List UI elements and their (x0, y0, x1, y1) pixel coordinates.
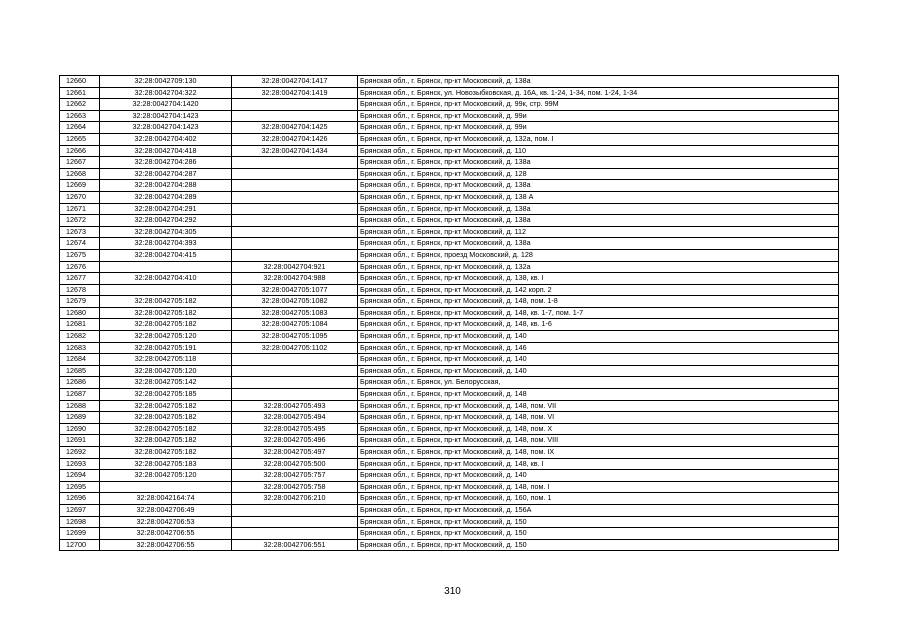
object-number-cell: 32:28:0042704:921 (232, 261, 358, 273)
address-cell: Брянская обл., г. Брянск, пр-кт Московский, д. 138а (358, 215, 839, 227)
row-number-cell: 12686 (60, 377, 100, 389)
table-row (60, 365, 839, 377)
table-row (60, 435, 839, 447)
address-cell: Брянская обл., г. Брянск, пр-кт Московский, д. 110 (358, 145, 839, 157)
cadastral-number-cell: 32:28:0042704:289 (100, 191, 232, 203)
row-number-cell: 12688 (60, 400, 100, 412)
cadastral-number-cell: 32:28:0042704:1423 (100, 110, 232, 122)
row-number-cell: 12678 (60, 284, 100, 296)
row-number-cell: 12666 (60, 145, 100, 157)
address-cell: Брянская обл., г. Брянск, пр-кт Московский, д. 150 (358, 528, 839, 540)
table-row (60, 342, 839, 354)
row-number-cell: 12665 (60, 133, 100, 145)
address-cell: Брянская обл., г. Брянск, пр-кт Московский, д. 148, кв. 1-7, пом. 1-7 (358, 307, 839, 319)
row-number-cell: 12660 (60, 76, 100, 88)
object-number-cell (232, 354, 358, 366)
address-cell: Брянская обл., г. Брянск, пр-кт Московский, д. 138а (358, 238, 839, 250)
cadastral-number-cell: 32:28:0042704:305 (100, 226, 232, 238)
row-number-cell: 12696 (60, 493, 100, 505)
object-number-cell (232, 110, 358, 122)
address-cell: Брянская обл., г. Брянск, пр-кт Московский, д. 148, пом. 1-8 (358, 296, 839, 308)
address-cell: Брянская обл., г. Брянск, пр-кт Московский, д. 140 (358, 331, 839, 343)
address-cell: Брянская обл., г. Брянск, проезд Московский, д. 128 (358, 249, 839, 261)
address-cell: Брянская обл., г. Брянск, пр-кт Московский, д. 142 корп. 2 (358, 284, 839, 296)
row-number-cell: 12672 (60, 215, 100, 227)
cadastral-number-cell: 32:28:0042704:418 (100, 145, 232, 157)
address-cell: Брянская обл., г. Брянск, пр-кт Московский, д. 99и (358, 110, 839, 122)
address-cell: Брянская обл., г. Брянск, пр-кт Московский, д. 138 А (358, 191, 839, 203)
row-number-cell: 12661 (60, 87, 100, 99)
table-row (60, 400, 839, 412)
address-cell: Брянская обл., г. Брянск, пр-кт Московский, д. 138, кв. I (358, 273, 839, 285)
row-number-cell: 12662 (60, 99, 100, 111)
object-number-cell (232, 99, 358, 111)
table-row (60, 296, 839, 308)
row-number-cell: 12691 (60, 435, 100, 447)
cadastral-number-cell: 32:28:0042704:415 (100, 249, 232, 261)
cadastral-number-cell: 32:28:0042704:287 (100, 168, 232, 180)
row-number-cell: 12671 (60, 203, 100, 215)
row-number-cell: 12664 (60, 122, 100, 134)
object-number-cell (232, 203, 358, 215)
address-cell: Брянская обл., г. Брянск, пр-кт Московский, д. 148 (358, 389, 839, 401)
table-row (60, 539, 839, 551)
cadastral-number-cell: 32:28:0042705:120 (100, 331, 232, 343)
address-cell: Брянская обл., г. Брянск, пр-кт Московский, д. 140 (358, 354, 839, 366)
table-row (60, 284, 839, 296)
object-number-cell: 32:28:0042704:1425 (232, 122, 358, 134)
object-number-cell: 32:28:0042705:493 (232, 400, 358, 412)
object-number-cell: 32:28:0042705:1082 (232, 296, 358, 308)
cadastral-number-cell: 32:28:0042705:120 (100, 470, 232, 482)
object-number-cell (232, 238, 358, 250)
table-row (60, 99, 839, 111)
cadastral-number-cell: 32:28:0042704:402 (100, 133, 232, 145)
address-cell: Брянская обл., г. Брянск, ул. Новозыбковская, д. 16А, кв. 1-24, 1-34, пом. 1-24, 1-34 (358, 87, 839, 99)
cadastral-number-cell: 32:28:0042164:74 (100, 493, 232, 505)
row-number-cell: 12695 (60, 481, 100, 493)
row-number-cell: 12690 (60, 423, 100, 435)
object-number-cell (232, 528, 358, 540)
address-cell: Брянская обл., г. Брянск, пр-кт Московский, д. 150 (358, 516, 839, 528)
cadastral-number-cell (100, 261, 232, 273)
cadastral-number-cell: 32:28:0042705:118 (100, 354, 232, 366)
row-number-cell: 12679 (60, 296, 100, 308)
row-number-cell: 12700 (60, 539, 100, 551)
cadastral-number-cell: 32:28:0042705:120 (100, 365, 232, 377)
address-cell: Брянская обл., г. Брянск, пр-кт Московский, д. 132а (358, 261, 839, 273)
table-row (60, 412, 839, 424)
address-cell: Брянская обл., г. Брянск, пр-кт Московский, д. 138а (358, 180, 839, 192)
object-number-cell (232, 377, 358, 389)
cadastral-table (59, 75, 839, 551)
object-number-cell: 32:28:0042705:497 (232, 447, 358, 459)
object-number-cell: 32:28:0042706:210 (232, 493, 358, 505)
cadastral-number-cell: 32:28:0042706:49 (100, 504, 232, 516)
address-cell: Брянская обл., г. Брянск, пр-кт Московский, д. 112 (358, 226, 839, 238)
row-number-cell: 12675 (60, 249, 100, 261)
row-number-cell: 12668 (60, 168, 100, 180)
object-number-cell (232, 365, 358, 377)
object-number-cell: 32:28:0042705:757 (232, 470, 358, 482)
table-row (60, 447, 839, 459)
cadastral-number-cell: 32:28:0042705:185 (100, 389, 232, 401)
table-row (60, 249, 839, 261)
address-cell: Брянская обл., г. Брянск, пр-кт Московский, д. 160, пом. 1 (358, 493, 839, 505)
table-row (60, 389, 839, 401)
object-number-cell: 32:28:0042705:1095 (232, 331, 358, 343)
row-number-cell: 12698 (60, 516, 100, 528)
table-row (60, 261, 839, 273)
address-cell: Брянская обл., г. Брянск, пр-кт Московский, д. 156А (358, 504, 839, 516)
row-number-cell: 12681 (60, 319, 100, 331)
object-number-cell: 32:28:0042704:988 (232, 273, 358, 285)
object-number-cell: 32:28:0042706:551 (232, 539, 358, 551)
address-cell: Брянская обл., г. Брянск, пр-кт Московский, д. 138а (358, 76, 839, 88)
object-number-cell (232, 249, 358, 261)
object-number-cell (232, 215, 358, 227)
table-body (60, 76, 839, 551)
address-cell: Брянская обл., г. Брянск, пр-кт Московский, д. 146 (358, 342, 839, 354)
table-row (60, 307, 839, 319)
table-row (60, 168, 839, 180)
cadastral-number-cell: 32:28:0042705:191 (100, 342, 232, 354)
cadastral-number-cell: 32:28:0042704:288 (100, 180, 232, 192)
table-row (60, 504, 839, 516)
table-row (60, 122, 839, 134)
row-number-cell: 12685 (60, 365, 100, 377)
table-row (60, 528, 839, 540)
table-row (60, 458, 839, 470)
address-cell: Брянская обл., г. Брянск, пр-кт Московский, д. 148, кв. 1-6 (358, 319, 839, 331)
object-number-cell: 32:28:0042704:1426 (232, 133, 358, 145)
cadastral-number-cell (100, 481, 232, 493)
cadastral-number-cell: 32:28:0042705:183 (100, 458, 232, 470)
row-number-cell: 12689 (60, 412, 100, 424)
cadastral-number-cell: 32:28:0042704:393 (100, 238, 232, 250)
address-cell: Брянская обл., г. Брянск, пр-кт Московский, д. 148, пом. VIII (358, 435, 839, 447)
row-number-cell: 12673 (60, 226, 100, 238)
cadastral-number-cell: 32:28:0042705:182 (100, 435, 232, 447)
object-number-cell (232, 157, 358, 169)
cadastral-number-cell: 32:28:0042705:182 (100, 307, 232, 319)
cadastral-number-cell: 32:28:0042705:182 (100, 423, 232, 435)
row-number-cell: 12682 (60, 331, 100, 343)
cadastral-number-cell: 32:28:0042705:142 (100, 377, 232, 389)
object-number-cell: 32:28:0042704:1417 (232, 76, 358, 88)
table-row (60, 133, 839, 145)
cadastral-number-cell: 32:28:0042704:286 (100, 157, 232, 169)
table-row (60, 87, 839, 99)
address-cell: Брянская обл., г. Брянск, пр-кт Московский, д. 99к, стр. 99М (358, 99, 839, 111)
row-number-cell: 12697 (60, 504, 100, 516)
row-number-cell: 12676 (60, 261, 100, 273)
table-row (60, 423, 839, 435)
address-cell: Брянская обл., г. Брянск, пр-кт Московский, д. 148, пом. X (358, 423, 839, 435)
address-cell: Брянская обл., г. Брянск, пр-кт Московский, д. 140 (358, 365, 839, 377)
table-row (60, 180, 839, 192)
object-number-cell: 32:28:0042705:1083 (232, 307, 358, 319)
row-number-cell: 12694 (60, 470, 100, 482)
object-number-cell (232, 504, 358, 516)
row-number-cell: 12670 (60, 191, 100, 203)
object-number-cell: 32:28:0042705:494 (232, 412, 358, 424)
cadastral-number-cell: 32:28:0042704:322 (100, 87, 232, 99)
address-cell: Брянская обл., г. Брянск, пр-кт Московский, д. 148, пом. I (358, 481, 839, 493)
table-row (60, 191, 839, 203)
table-row (60, 76, 839, 88)
table-row (60, 238, 839, 250)
address-cell: Брянская обл., г. Брянск, пр-кт Московский, д. 132а, пом. I (358, 133, 839, 145)
object-number-cell: 32:28:0042704:1434 (232, 145, 358, 157)
cadastral-number-cell: 32:28:0042704:291 (100, 203, 232, 215)
row-number-cell: 12663 (60, 110, 100, 122)
row-number-cell: 12684 (60, 354, 100, 366)
cadastral-number-cell: 32:28:0042705:182 (100, 447, 232, 459)
address-cell: Брянская обл., г. Брянск, пр-кт Московский, д. 148, пом. VI (358, 412, 839, 424)
table-row (60, 493, 839, 505)
address-cell: Брянская обл., г. Брянск, пр-кт Московский, д. 128 (358, 168, 839, 180)
row-number-cell: 12683 (60, 342, 100, 354)
cadastral-number-cell: 32:28:0042706:55 (100, 528, 232, 540)
address-cell: Брянская обл., г. Брянск, пр-кт Московский, д. 99и (358, 122, 839, 134)
object-number-cell: 32:28:0042705:1102 (232, 342, 358, 354)
cadastral-number-cell: 32:28:0042705:182 (100, 412, 232, 424)
address-cell: Брянская обл., г. Брянск, пр-кт Московский, д. 140 (358, 470, 839, 482)
row-number-cell: 12687 (60, 389, 100, 401)
table-row (60, 354, 839, 366)
cadastral-number-cell: 32:28:0042706:55 (100, 539, 232, 551)
cadastral-number-cell: 32:28:0042709:130 (100, 76, 232, 88)
address-cell: Брянская обл., г. Брянск, пр-кт Московский, д. 138а (358, 157, 839, 169)
table-row (60, 377, 839, 389)
object-number-cell (232, 191, 358, 203)
cadastral-number-cell: 32:28:0042705:182 (100, 296, 232, 308)
object-number-cell: 32:28:0042705:496 (232, 435, 358, 447)
address-cell: Брянская обл., г. Брянск, ул. Белорусская, (358, 377, 839, 389)
table-row (60, 226, 839, 238)
object-number-cell: 32:28:0042705:495 (232, 423, 358, 435)
object-number-cell: 32:28:0042704:1419 (232, 87, 358, 99)
table-row (60, 470, 839, 482)
page-number: 310 (444, 586, 461, 597)
row-number-cell: 12699 (60, 528, 100, 540)
table-row (60, 273, 839, 285)
table-row (60, 110, 839, 122)
address-cell: Брянская обл., г. Брянск, пр-кт Московский, д. 138а (358, 203, 839, 215)
table-row (60, 319, 839, 331)
address-cell: Брянская обл., г. Брянск, пр-кт Московский, д. 148, пом. VII (358, 400, 839, 412)
table-row (60, 203, 839, 215)
object-number-cell: 32:28:0042705:500 (232, 458, 358, 470)
table-row (60, 331, 839, 343)
object-number-cell: 32:28:0042705:758 (232, 481, 358, 493)
address-cell: Брянская обл., г. Брянск, пр-кт Московский, д. 148, кв. I (358, 458, 839, 470)
table-row (60, 215, 839, 227)
cadastral-number-cell: 32:28:0042704:1420 (100, 99, 232, 111)
cadastral-number-cell: 32:28:0042705:182 (100, 400, 232, 412)
cadastral-number-cell: 32:28:0042706:53 (100, 516, 232, 528)
cadastral-number-cell: 32:28:0042704:410 (100, 273, 232, 285)
row-number-cell: 12677 (60, 273, 100, 285)
cadastral-number-cell (100, 284, 232, 296)
address-cell: Брянская обл., г. Брянск, пр-кт Московский, д. 150 (358, 539, 839, 551)
object-number-cell (232, 516, 358, 528)
object-number-cell (232, 226, 358, 238)
object-number-cell (232, 389, 358, 401)
table-row (60, 516, 839, 528)
object-number-cell: 32:28:0042705:1077 (232, 284, 358, 296)
row-number-cell: 12693 (60, 458, 100, 470)
cadastral-number-cell: 32:28:0042704:1423 (100, 122, 232, 134)
table-row (60, 481, 839, 493)
table-row (60, 157, 839, 169)
object-number-cell (232, 180, 358, 192)
cadastral-number-cell: 32:28:0042705:182 (100, 319, 232, 331)
row-number-cell: 12669 (60, 180, 100, 192)
row-number-cell: 12674 (60, 238, 100, 250)
row-number-cell: 12667 (60, 157, 100, 169)
row-number-cell: 12692 (60, 447, 100, 459)
object-number-cell (232, 168, 358, 180)
cadastral-number-cell: 32:28:0042704:292 (100, 215, 232, 227)
table-row (60, 145, 839, 157)
object-number-cell: 32:28:0042705:1084 (232, 319, 358, 331)
row-number-cell: 12680 (60, 307, 100, 319)
address-cell: Брянская обл., г. Брянск, пр-кт Московский, д. 148, пом. IX (358, 447, 839, 459)
